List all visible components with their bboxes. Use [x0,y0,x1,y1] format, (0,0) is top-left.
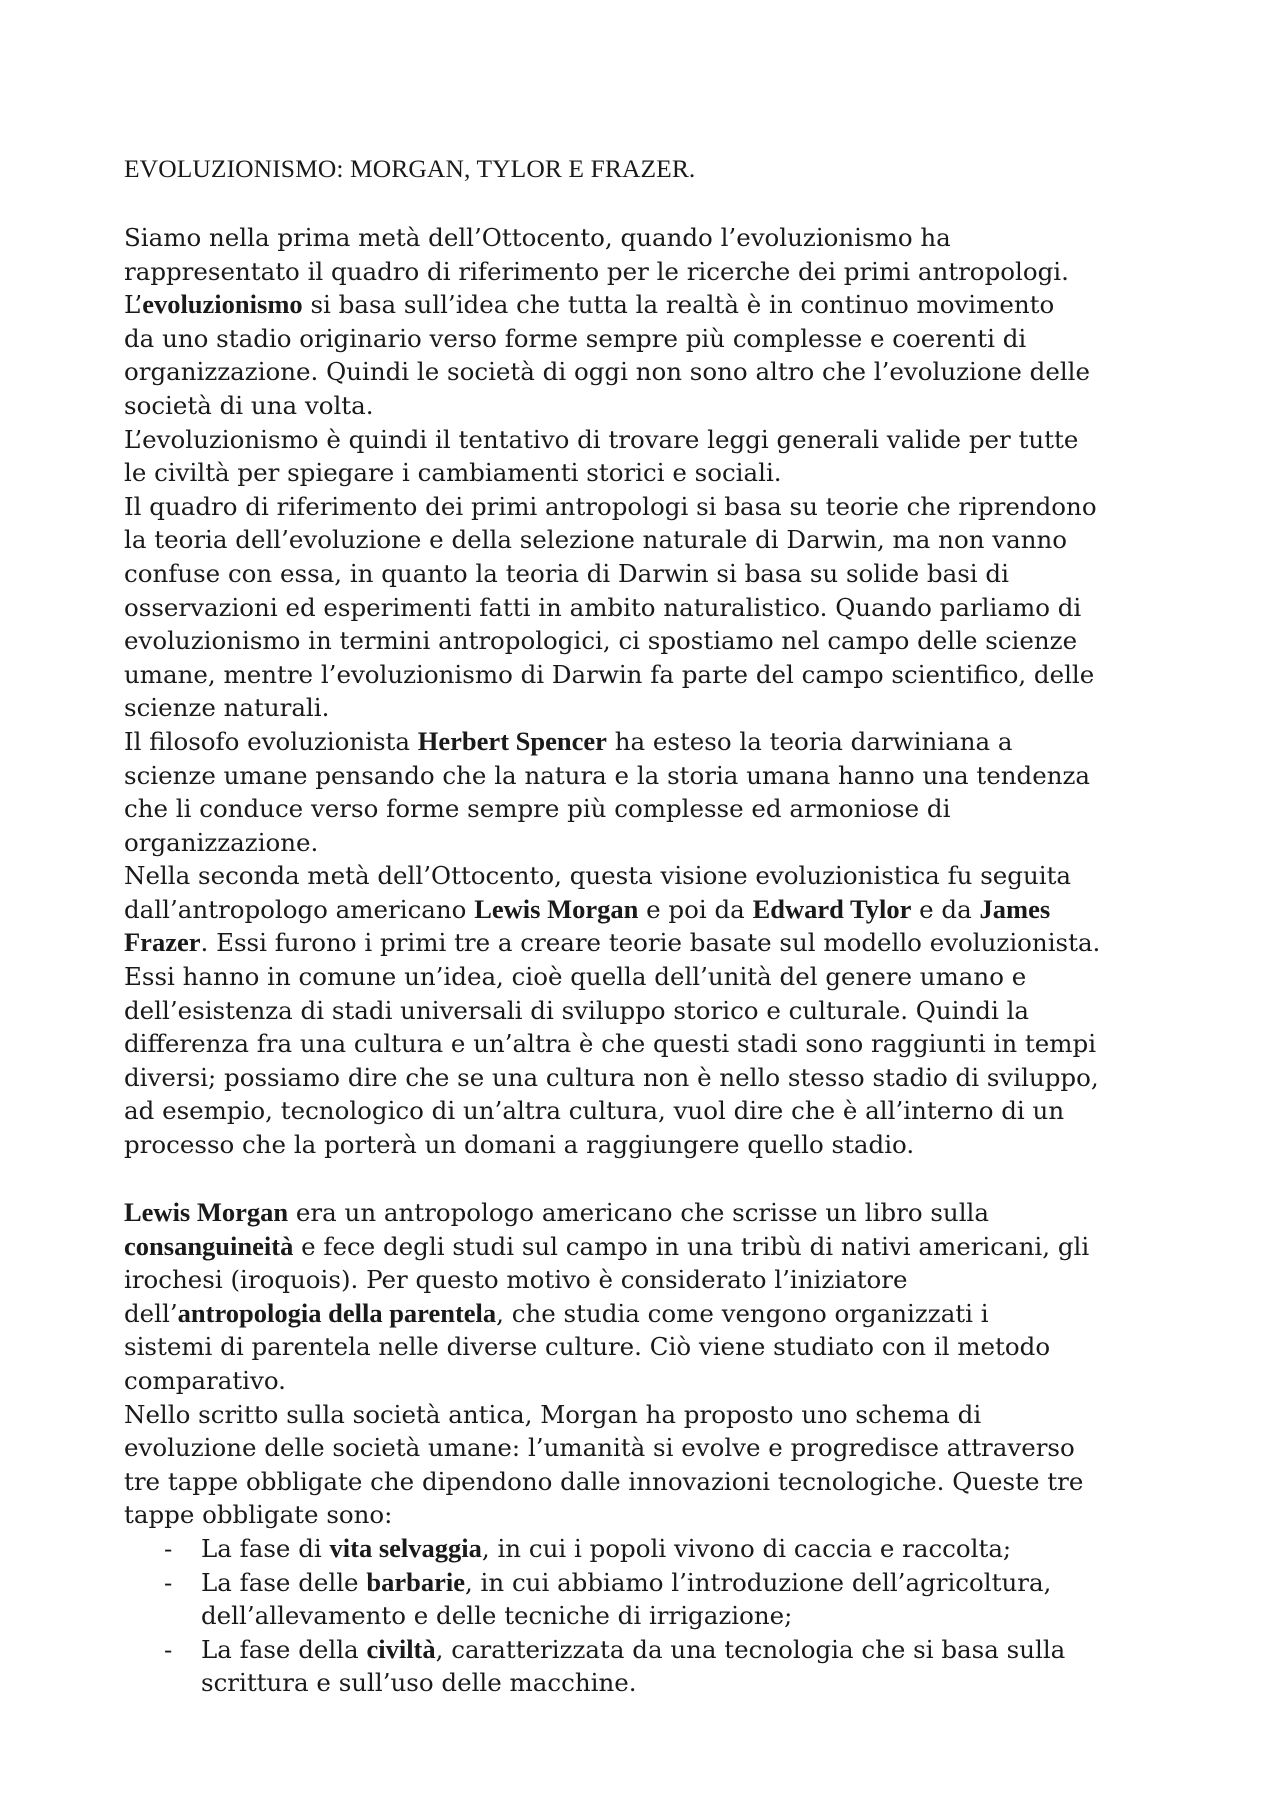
text-run: e fece degli studi sul campo in una tribù di nativi americani, gli [293,1231,1090,1261]
text-run: , in cui abbiamo l’introduzione dell’agricoltura, [464,1567,1052,1597]
text-line [124,1364,1184,1398]
text-run: e da [911,894,980,924]
text-line [124,591,1184,625]
text-line [124,926,1184,960]
text-line [124,322,1184,356]
text-line [201,1633,1184,1667]
text-line [124,1196,1184,1230]
text-line [124,691,1184,725]
text-run: organizzazione. Quindi le società di oggi non sono altro che l’evoluzione delle [124,357,1091,387]
text-run: Il filosofo evoluzionista [124,726,418,756]
bold-term: barbarie [366,1566,465,1597]
text-line [124,1498,1184,1532]
text-line [124,255,1184,289]
bold-term: antropologia della parentela [177,1297,497,1328]
text-line [124,658,1184,692]
text-run: evoluzione delle società umane: l’umanità si evolve e progredisce attraverso [124,1433,1075,1463]
text-line [124,893,1184,927]
text-line [201,1532,1184,1566]
text-line [124,1263,1184,1297]
stages-list [124,1532,1184,1700]
bold-term: civiltà [366,1633,436,1664]
text-run: dell’ [124,1298,178,1328]
text-line [124,994,1184,1028]
text-run: L’evoluzionismo è quindi il tentativo di trovare leggi generali valide per tutte [124,424,1079,454]
text-run: . Essi furono i primi tre a creare teorie basate sul modello evoluzionista. [200,928,1101,958]
text-line [124,826,1184,860]
text-line [124,1398,1184,1432]
text-run: evoluzionismo in termini antropologici, ci spostiamo nel campo delle scienze [124,626,1078,656]
bullet-dash: - [164,1567,173,1597]
bullet-dash: - [164,1533,173,1563]
text-run: processo che la porterà un domani a raggiungere quello stadio. [124,1130,915,1160]
text-line [124,221,1184,255]
text-run: Essi hanno in comune un’idea, cioè quella dell’unità del genere umano e [124,962,1027,992]
text-line [201,1566,1184,1600]
text-run: Nella seconda metà dell’Ottocento, questa visione evoluzionistica fu seguita [124,861,1072,891]
morgan-paragraphs [124,1196,1184,1532]
text-line [124,1297,1184,1331]
text-line [124,1431,1184,1465]
text-run: , caratterizzata da una tecnologia che si basa sulla [435,1634,1066,1664]
text-run: comparativo. [124,1365,286,1395]
text-run: scienze naturali. [124,693,330,723]
text-run: Il quadro di riferimento dei primi antropologi si basa su teorie che riprendono [124,491,1097,521]
bold-term: consanguineità [124,1230,294,1261]
text-run: tre tappe obbligate che dipendono dalle innovazioni tecnologiche. Queste tre [124,1466,1084,1496]
text-run: ha esteso la teoria darwiniana a [606,726,1013,756]
bold-term: Frazer [124,927,201,958]
text-line [124,490,1184,524]
page-title: EVOLUZIONISMO: MORGAN, TYLOR E FRAZER. [124,154,696,183]
text-line [124,1061,1184,1095]
text-run: sistemi di parentela nelle diverse culture. Ciò viene studiato con il metodo [124,1332,1051,1362]
text-run: si basa sull’idea che tutta la realtà è in continuo movimento [302,290,1055,320]
text-run: da uno stadio originario verso forme sempre più complesse e coerenti di [124,323,1027,353]
text-run: rappresentato il quadro di riferimento per le ricerche dei primi antropologi. [124,256,1069,286]
text-line [124,1128,1184,1162]
list-item [124,1633,1184,1700]
bullet-dash: - [164,1634,173,1664]
text-line [201,1666,1184,1700]
text-run: scrittura e sull’uso delle macchine. [201,1668,637,1698]
text-line [124,456,1184,490]
text-run: Nello scritto sulla società antica, Morgan ha proposto uno schema di [124,1399,982,1429]
text-run: scienze umane pensando che la natura e la storia umana hanno una tendenza [124,760,1091,790]
text-line [124,423,1184,457]
text-line [124,355,1184,389]
text-run: irochesi (iroquois). Per questo motivo è considerato l’iniziatore [124,1265,908,1295]
text-line [124,288,1184,322]
list-item [124,1532,1184,1566]
text-run: ad esempio, tecnologico di un’altra cultura, vuol dire che è all’interno di un [124,1096,1065,1126]
bold-term: Lewis Morgan [124,1197,289,1227]
text-run: e poi da [638,894,753,924]
text-line [124,859,1184,893]
text-line [124,759,1184,793]
text-run: organizzazione. [124,827,319,857]
text-run: , in cui i popoli vivono di caccia e raccolta; [481,1533,1012,1563]
text-run: La fase di [201,1533,330,1563]
text-run: La fase della [201,1634,367,1664]
text-run: differenza fra una cultura e un’altra è che questi stadi sono raggiunti in tempi [124,1029,1097,1059]
text-line [124,1465,1184,1499]
text-run: tappe obbligate sono: [124,1500,393,1530]
text-line [124,1230,1184,1264]
text-line [124,389,1184,423]
text-line [124,1094,1184,1128]
bold-term: evoluzionismo [142,289,303,320]
list-item [124,1566,1184,1633]
text-line [124,523,1184,557]
text-line [201,1599,1184,1633]
text-line [124,1330,1184,1364]
bold-term: Lewis Morgan [474,893,639,924]
bold-term: James [979,893,1051,924]
text-line [124,792,1184,826]
text-run: dell’esistenza di stadi universali di sviluppo storico e culturale. Quindi la [124,995,1030,1025]
text-run: diversi; possiamo dire che se una cultura non è nello stesso stadio di sviluppo, [124,1062,1099,1092]
text-run: era un antropologo americano che scrisse un libro sulla [288,1198,989,1227]
text-run: che li conduce verso forme sempre più complesse ed armoniose di [124,794,951,824]
text-line [124,624,1184,658]
text-run: , che studia come vengono organizzati i [496,1298,989,1328]
text-line [124,725,1184,759]
text-run: osservazioni ed esperimenti fatti in ambito naturalistico. Quando parliamo di [124,592,1082,622]
text-run: le civiltà per spiegare i cambiamenti storici e sociali. [124,458,782,488]
text-run: società di una volta. [124,390,374,420]
text-run: dall’antropologo americano [124,894,475,924]
bold-term: vita selvaggia [329,1532,482,1563]
text-run: La fase delle [201,1567,367,1597]
text-run: la teoria dell’evoluzione e della selezione naturale di Darwin, ma non vanno [124,525,1068,555]
text-run: Siamo nella prima metà dell’Ottocento, quando l’evoluzionismo ha [124,223,951,252]
text-run: dell’allevamento e delle tecniche di irrigazione; [201,1601,793,1631]
text-run: L’ [124,290,143,320]
bold-term: Edward Tylor [752,893,912,924]
bold-term: Herbert Spencer [417,725,607,756]
section-evoluzionismo [124,221,1184,1162]
text-line [124,1027,1184,1061]
section-lewis-morgan [124,1196,1184,1700]
text-line [124,960,1184,994]
text-run: umane, mentre l’evoluzionismo di Darwin fa parte del campo scientifico, delle [124,659,1095,689]
text-line [124,557,1184,591]
text-run: confuse con essa, in quanto la teoria di Darwin si basa su solide basi di [124,558,1009,588]
